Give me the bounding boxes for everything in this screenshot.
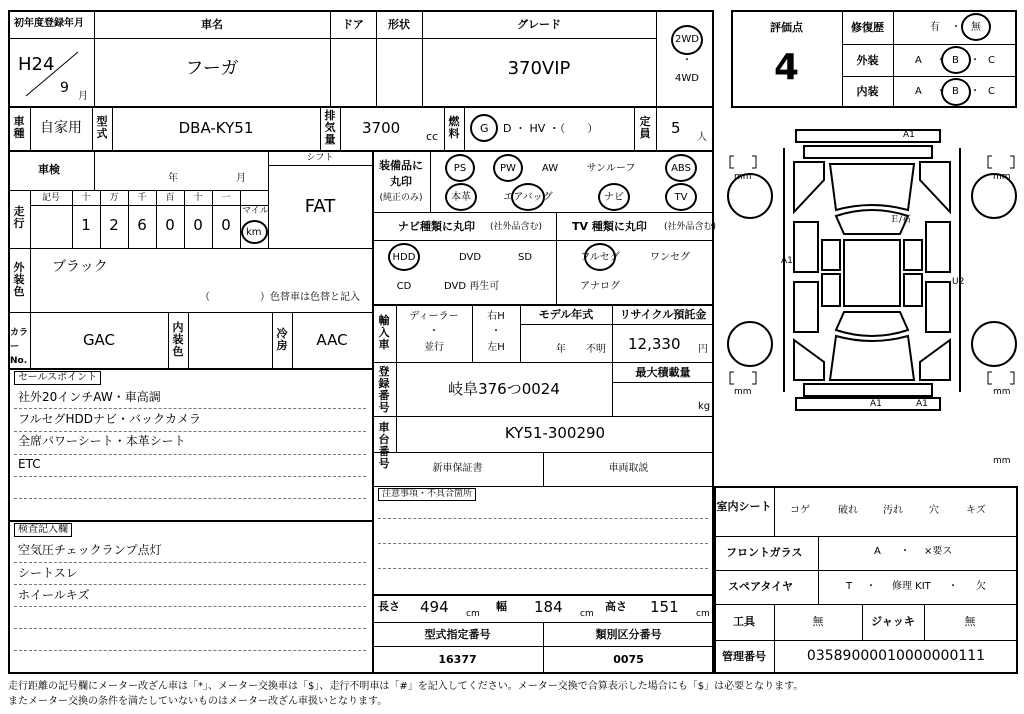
car-name-label: 車名 — [201, 18, 223, 31]
capacity-unit: 人 — [697, 132, 707, 143]
equipment-label-2: 丸印 — [390, 175, 412, 188]
exterior-label: 外装 — [856, 54, 879, 67]
capacity-label: 定員 — [639, 115, 651, 140]
exterior-b: B — [952, 55, 959, 66]
height-value: 151 — [650, 598, 679, 616]
drive-dot: ・ — [682, 55, 692, 66]
date-slash — [22, 50, 82, 100]
spare-t: T — [846, 581, 853, 592]
color-no-label: カラーNo. — [10, 328, 29, 366]
mileage-label: 走行 — [13, 205, 25, 230]
equipment-label-1: 装備品に — [379, 159, 423, 172]
jack-value: 無 — [964, 615, 976, 628]
chassis-label: 車台番号 — [378, 421, 390, 470]
tools-label: 工具 — [733, 615, 755, 628]
digit-header-0: 十 — [81, 193, 91, 203]
color-label: 外装色 — [13, 261, 25, 298]
chassis-value: KY51-300290 — [504, 424, 606, 442]
displacement-value: 3700 — [362, 119, 401, 137]
equip-airbag: エアバッグ — [503, 192, 553, 203]
class-no-value: 0075 — [613, 653, 644, 666]
equip-pw: PW — [500, 163, 516, 174]
import-lh: 左H — [487, 342, 505, 353]
inspector-line-1: シートスレ — [18, 566, 78, 580]
fuel-options: G D ・ HV ・（ ） — [480, 122, 599, 135]
sales-line-0: 社外20インチAW・車高調 — [18, 390, 161, 404]
seat-hole: 穴 — [929, 505, 939, 516]
score-value: 4 — [773, 47, 800, 88]
color-no-value: GAC — [82, 331, 116, 349]
model-label: 型式 — [96, 115, 108, 140]
inspector-line-2: ホイールキズ — [18, 588, 90, 602]
mm-rr-2: mm — [993, 456, 1011, 466]
spare-dot-1: ・ — [866, 581, 876, 592]
glass-x: ×要ス — [924, 546, 953, 557]
km-unit: km — [246, 227, 262, 238]
digit-0: 1 — [81, 216, 91, 234]
import-rh: 右H — [487, 311, 505, 322]
tv-oneseg: ワンセグ — [650, 252, 690, 263]
equip-ps: PS — [453, 163, 467, 174]
mgmt-value: 03589000010000000111 — [806, 648, 986, 664]
sales-label: セールスポイント — [14, 371, 101, 385]
shift-label: シフト — [306, 153, 334, 163]
length-unit: cm — [466, 609, 480, 619]
glass-a: A — [874, 546, 881, 557]
notes-label: 注意事項・不具合箇所 — [378, 488, 476, 501]
interior-color-label: 内装色 — [172, 321, 184, 358]
footer-line-2: またメーター交換の条件を満たしていないものはメーター改ざん車扱いとなります。 — [8, 696, 388, 707]
mm-rr: mm — [993, 387, 1011, 397]
car-name: フーガ — [185, 58, 239, 79]
mm-rl: mm — [734, 387, 752, 397]
score-label: 評価点 — [770, 21, 803, 34]
inspector-line-0: 空気圧チェックランプ点灯 — [18, 543, 162, 557]
grade-value: 370VIP — [507, 58, 571, 79]
navi-title-note: (社外品含む) — [490, 222, 543, 232]
digit-header-1: 万 — [109, 193, 119, 203]
repair-yes: 有 — [930, 22, 940, 33]
door-label: ドア — [342, 18, 364, 31]
navi-sd: SD — [517, 252, 533, 263]
color-value: ブラック — [52, 259, 108, 275]
interior-label: 内装 — [856, 85, 879, 98]
class-no-label: 類別区分番号 — [595, 628, 662, 641]
import-parallel: 並行 — [424, 342, 444, 353]
glass-label: フロントガラス — [726, 546, 803, 559]
digit-2: 6 — [137, 216, 147, 234]
navi-cd: CD — [396, 281, 412, 292]
mile-unit: マイル — [242, 206, 269, 216]
import-dealer: ディーラー — [409, 311, 459, 322]
import-dot-2: ・ — [491, 326, 501, 337]
drive-2wd: 2WD — [675, 34, 699, 45]
max-load-unit: kg — [698, 401, 711, 412]
inspection-year: 年 — [168, 173, 178, 184]
usage-label: 車種 — [13, 115, 25, 140]
interior-a: A — [915, 86, 922, 97]
length-label: 長さ — [378, 600, 400, 613]
equip-leather: 本革 — [451, 192, 471, 203]
tv-analog: アナログ — [580, 281, 620, 292]
month-unit: 月 — [78, 91, 88, 102]
spare-none: 欠 — [976, 581, 986, 592]
exterior-dot-2: ・ — [970, 55, 980, 66]
mark-windshield: Ｅ/石 — [890, 215, 912, 225]
digit-4: 0 — [193, 216, 203, 234]
warranty: 新車保証書 — [432, 463, 483, 474]
capacity-value: 5 — [671, 119, 681, 137]
inspection-month: 月 — [236, 173, 246, 184]
mark-left-fender: A1 — [781, 256, 793, 266]
inspection-label: 車検 — [38, 163, 60, 176]
sales-line-2: 全席パワーシート・本革シート — [18, 434, 186, 448]
manual: 車両取説 — [608, 463, 649, 474]
digit-header-3: 百 — [165, 193, 175, 203]
digit-header-5: 一 — [221, 193, 231, 203]
navi-hdd: HDD — [392, 252, 416, 263]
recycle-unit: 円 — [698, 344, 708, 355]
jack-label: ジャッキ — [871, 615, 915, 628]
sales-line-3: ETC — [18, 457, 41, 471]
equip-sunroof: サンルーフ — [586, 163, 636, 174]
seat-burn: コゲ — [790, 505, 810, 516]
seat-label: 室内シート — [716, 500, 772, 513]
tv-fullseg: フルセグ — [580, 252, 620, 263]
interior-c: C — [988, 86, 995, 97]
equipment-label-3: (純正のみ) — [379, 193, 423, 203]
mark-front-bumper: A1 — [903, 130, 915, 140]
max-load-label: 最大積載量 — [635, 366, 691, 379]
spare-kit: 修理 KIT — [892, 581, 931, 592]
mgmt-label: 管理番号 — [722, 650, 766, 663]
navi-dvd-playback: DVD 再生可 — [444, 281, 500, 292]
tools-value: 無 — [812, 615, 824, 628]
displacement-unit: cc — [426, 130, 439, 143]
length-value: 494 — [420, 598, 449, 616]
fuel-label: 燃料 — [448, 115, 460, 140]
navi-title: ナビ種類に丸印 — [398, 220, 475, 233]
registration-value: 岐阜376つ0024 — [448, 380, 560, 398]
tv-title: TV 種類に丸印 — [572, 220, 647, 233]
sales-line-1: フルセグHDDナビ・バックカメラ — [18, 412, 202, 426]
grade-label: グレード — [517, 18, 561, 31]
interior-b: B — [952, 86, 959, 97]
first-reg-month: 9 — [60, 80, 69, 96]
shape-label: 形状 — [388, 18, 410, 31]
drive-4wd: 4WD — [675, 73, 699, 84]
import-label: 輸入車 — [378, 314, 390, 351]
width-unit: cm — [580, 609, 594, 619]
model-year-label: モデル年式 — [538, 308, 594, 321]
mark-rear-bumper: A1 — [916, 399, 928, 409]
equip-tv: TV — [674, 192, 688, 203]
repair-dot: ・ — [951, 22, 961, 33]
digit-5: 0 — [221, 216, 231, 234]
model-value: DBA-KY51 — [178, 119, 254, 137]
mm-fr: mm — [993, 172, 1011, 182]
ac-value: AAC — [316, 331, 348, 349]
interior-dot-1: ・ — [936, 86, 946, 97]
glass-dot: ・ — [900, 546, 910, 557]
height-unit: cm — [696, 609, 710, 619]
first-reg-label: 初年度登録年月 — [14, 18, 84, 29]
shift-value: FAT — [304, 196, 336, 217]
spare-label: スペアタイヤ — [728, 580, 794, 593]
mark-rear-panel: A1 — [870, 399, 882, 409]
recycle-value: 12,330 — [628, 335, 681, 353]
seat-tear: 破れ — [838, 505, 858, 516]
model-year-year: 年 — [556, 344, 566, 355]
symbol-label: 記号 — [41, 193, 60, 203]
import-dot-1: ・ — [429, 326, 439, 337]
repair-label: 修復歴 — [851, 21, 884, 34]
equip-navi: ナビ — [604, 192, 624, 203]
type-no-value: 16377 — [438, 653, 477, 666]
exterior-dot-1: ・ — [936, 55, 946, 66]
mark-right-rear: U2 — [952, 277, 965, 287]
model-year-unknown: 不明 — [586, 344, 606, 355]
interior-dot-2: ・ — [970, 86, 980, 97]
exterior-c: C — [988, 55, 995, 66]
digit-3: 0 — [165, 216, 175, 234]
digit-1: 2 — [109, 216, 119, 234]
car-damage-diagram — [724, 122, 1020, 480]
exterior-a: A — [915, 55, 922, 66]
footer-line-1: 走行距離の記号欄にメーター改ざん車は「*」、メーター交換車は「$」、走行不明車は「#」を記入してください。メーター交換で合算表示した場合にも「$」は必要となります。 — [8, 681, 804, 692]
width-label: 幅 — [496, 600, 507, 613]
seat-scratch: キズ — [966, 505, 986, 516]
equip-aw: AW — [541, 163, 559, 174]
ac-label: 冷房 — [276, 327, 288, 352]
type-no-label: 型式指定番号 — [424, 628, 491, 641]
height-label: 高さ — [605, 600, 627, 613]
displacement-label: 排気量 — [324, 109, 336, 146]
usage-value: 自家用 — [40, 120, 82, 136]
recycle-label: リサイクル預託金 — [619, 308, 707, 321]
inspector-label: 検査記入欄 — [14, 523, 72, 537]
color-note: （ ）色替車は色替と記入 — [200, 292, 360, 303]
first-reg-era: H24 — [18, 54, 55, 75]
spare-dot-2: ・ — [948, 581, 958, 592]
digit-header-4: 十 — [193, 193, 203, 203]
registration-label: 登録番号 — [378, 365, 390, 414]
tv-title-note: (社外品含む) — [664, 222, 717, 232]
width-value: 184 — [534, 598, 563, 616]
mm-fl: mm — [734, 172, 752, 182]
equip-abs: ABS — [671, 163, 691, 174]
digit-header-2: 千 — [137, 193, 147, 203]
navi-dvd: DVD — [458, 252, 482, 263]
seat-stain: 汚れ — [883, 505, 903, 516]
repair-no: 無 — [971, 22, 981, 33]
